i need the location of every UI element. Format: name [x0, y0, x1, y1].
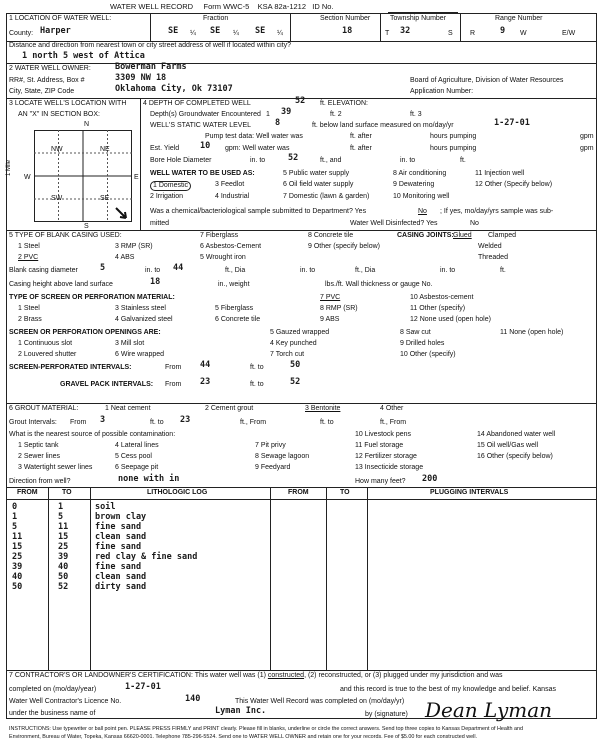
log-description: clean sand: [95, 572, 147, 582]
screen-intervals-label: SCREEN-PERFORATED INTERVALS:: [9, 364, 132, 371]
rr-value: 3309 NW 18: [115, 73, 167, 83]
section-value: 18: [342, 26, 353, 36]
log-header-from: FROM: [17, 489, 38, 496]
plug-header-from: FROM: [288, 489, 309, 496]
use-label: WELL WATER TO BE USED AS:: [150, 170, 255, 177]
log-header-lithologic: LITHOLOGIC LOG: [147, 489, 208, 496]
log-to: 39: [58, 552, 69, 562]
grout-to: 23: [180, 415, 191, 425]
id-no-label: ID No.: [312, 2, 334, 11]
casing-pvc: 2 PVC: [18, 254, 39, 261]
s3-label2: AN "X" IN SECTION BOX:: [18, 111, 100, 118]
township-value: 32: [400, 26, 411, 36]
gravel-to: 52: [290, 377, 301, 387]
licence-no: 140: [185, 694, 201, 704]
static-label: WELL'S STATIC WATER LEVEL: [150, 122, 252, 129]
log-description: soil: [95, 502, 116, 512]
county-value: Harper: [40, 26, 71, 36]
rr-label: RR#, St. Address, Box #: [9, 77, 85, 84]
direction-value: none with in: [118, 474, 180, 484]
fraction-3: SE: [255, 26, 266, 36]
groundwater-label: Depth(s) Groundwater Encountered: [150, 111, 261, 118]
signature: Dean Lyman: [425, 698, 553, 722]
log-description: fine sand: [95, 542, 142, 552]
completed-date: 1-27-01: [125, 682, 161, 692]
fraction-label: Fraction: [203, 15, 229, 22]
log-from: 1: [12, 512, 18, 522]
plug-header-intervals: PLUGGING INTERVALS: [430, 489, 509, 496]
gravel-from: 23: [200, 377, 211, 387]
contamination-label: What is the nearest source of possible contamination:: [9, 431, 176, 438]
log-from: 11: [12, 532, 23, 542]
static-value: 8: [275, 118, 281, 128]
joint-glued: Glued: [453, 232, 472, 239]
range-label: Range Number: [495, 15, 543, 22]
business-name: Lyman Inc.: [215, 706, 267, 716]
form-header: [110, 3, 334, 12]
fraction-2: SE: [210, 26, 221, 36]
openings-label: SCREEN OR PERFORATION OPENINGS ARE:: [9, 329, 161, 336]
s3-label: 3 LOCATE WELL'S LOCATION WITH: [9, 100, 127, 107]
gravel-label: GRAVEL PACK INTERVALS:: [60, 381, 154, 388]
board-text: Board of Agriculture, Division of Water Resources: [410, 77, 564, 84]
log-to: 25: [58, 542, 69, 552]
distance-value: 1 north 5 west of Attica: [22, 51, 145, 61]
s6-label: 6 GROUT MATERIAL:: [9, 405, 79, 412]
log-to: 1: [58, 502, 64, 512]
bore-to: 52: [288, 153, 299, 163]
log-description: fine sand: [95, 522, 142, 532]
casing-diameter: 5: [100, 263, 106, 273]
log-description: clean sand: [95, 532, 147, 542]
s1-label: 1 LOCATION OF WATER WELL:: [9, 15, 112, 22]
depth-label: 4 DEPTH OF COMPLETED WELL: [143, 100, 251, 107]
log-description: brown clay: [95, 512, 147, 522]
log-from: 39: [12, 562, 23, 572]
log-from: 40: [12, 572, 23, 582]
log-to: 50: [58, 572, 69, 582]
distance-label: Distance and direction from nearest town or city street address of well if located within city?: [9, 42, 292, 49]
depth-value: 52: [295, 96, 306, 106]
log-from: 50: [12, 582, 23, 592]
log-to: 40: [58, 562, 69, 572]
log-description: dirty sand: [95, 582, 147, 592]
constructed-choice: constructed: [267, 672, 305, 679]
city-value: Oklahoma City, Ok 73107: [115, 84, 233, 94]
city-label: City, State, ZIP Code: [9, 88, 75, 95]
owner-value: Bowerman Farms: [115, 62, 187, 72]
footer-line2: Environment, Bureau of Water, Topeka, Kansas 66620-0001. Telephone 785-296-5524. Send one to WATER WELL OWNER and retain one for your records. Fee of $5.00 for each constructed well.: [9, 734, 478, 740]
range-value: 9: [500, 26, 506, 36]
county-label: County:: [9, 30, 34, 37]
screen-label: TYPE OF SCREEN OR PERFORATION MATERIAL:: [9, 294, 175, 301]
certification-label: 7 CONTRACTOR'S OR LANDOWNER'S CERTIFICATION: This water well was (1) constructed, (2) reconstructed, or (3) plugged under my jurisdiction and was: [9, 672, 503, 679]
use-domestic: 1 Domestic: [150, 181, 191, 191]
log-to: 11: [58, 522, 69, 532]
casing-height: 18: [150, 277, 161, 287]
plug-header-to: TO: [340, 489, 350, 496]
mile-label: 1 Mile: [6, 160, 12, 177]
ksa-ref: KSA 82a-1212: [257, 2, 307, 11]
section-box: [34, 130, 132, 222]
casing-to: 44: [173, 263, 184, 273]
fraction-1: SE: [168, 26, 179, 36]
form-title: WATER WELL RECORD: [110, 2, 194, 11]
log-to: 5: [58, 512, 64, 522]
log-description: fine sand: [95, 562, 142, 572]
screen-pvc: 7 PVC: [320, 294, 341, 301]
grout-from: 3: [100, 415, 106, 425]
feet-value: 200: [422, 474, 438, 484]
groundwater-value: 39: [281, 107, 292, 117]
s2-label: 2 WATER WELL OWNER:: [9, 65, 91, 72]
log-from: 5: [12, 522, 18, 532]
log-from: 25: [12, 552, 23, 562]
footer-line1: INSTRUCTIONS: Use typewriter or ball point pen. PLEASE PRESS FIRMLY and PRINT clearly. Please fill in blanks, underline or circle the correct answers. Send top three copies to Kansas Department of Health and: [9, 726, 524, 732]
form-number: Form WWC-5: [203, 2, 250, 11]
log-to: 15: [58, 532, 69, 542]
grout-bentonite: 3 Bentonite: [305, 405, 341, 412]
log-from: 0: [12, 502, 18, 512]
log-to: 52: [58, 582, 69, 592]
static-date: 1-27-01: [494, 118, 530, 128]
screen-from: 44: [200, 360, 211, 370]
section-label: Section Number: [320, 15, 371, 22]
township-label: Township Number: [390, 15, 447, 22]
yield-value: 10: [200, 141, 211, 151]
log-from: 15: [12, 542, 23, 552]
screen-to: 50: [290, 360, 301, 370]
log-header-to: TO: [62, 489, 72, 496]
s5-label: 5 TYPE OF BLANK CASING USED:: [9, 232, 122, 239]
application-label: Application Number:: [410, 88, 474, 95]
log-description: red clay & fine sand: [95, 552, 198, 562]
